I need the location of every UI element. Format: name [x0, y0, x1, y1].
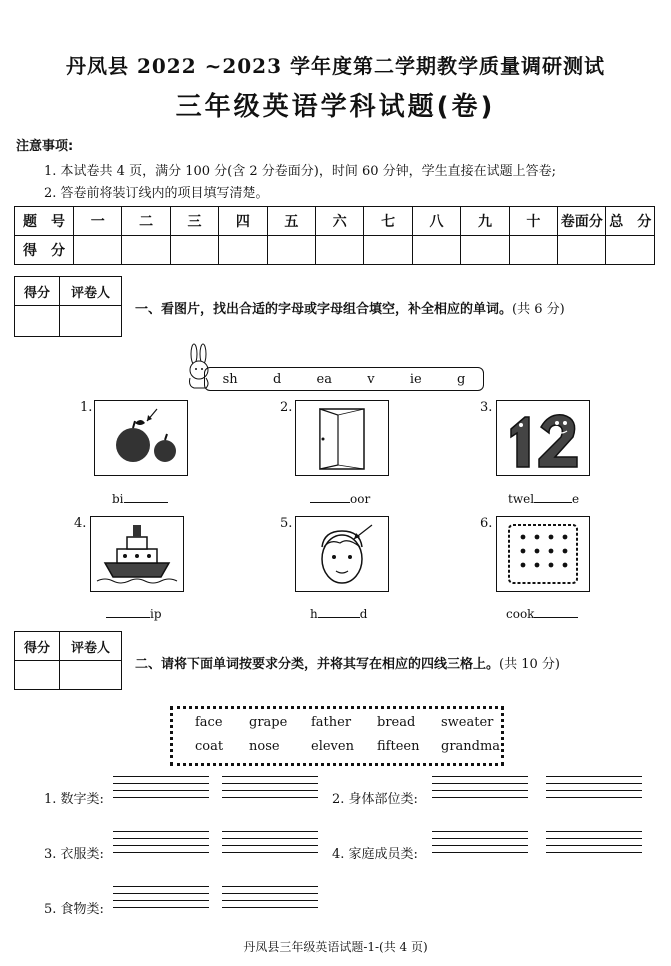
score-cell: 二 — [122, 207, 170, 236]
picture-frame-6 — [496, 516, 590, 592]
score-input-cell[interactable] — [606, 236, 655, 265]
section1-title — [135, 298, 565, 317]
word-bank — [170, 706, 504, 766]
writing-lines[interactable] — [222, 831, 318, 859]
item-number: 1. — [80, 400, 93, 415]
score-input-cell[interactable] — [316, 236, 364, 265]
score-input-cell[interactable] — [170, 236, 218, 265]
picture-frame-4 — [90, 516, 184, 592]
answer-4-suffix: ip — [150, 607, 162, 621]
item-number: 2. — [280, 400, 293, 415]
score-cell: 六 — [316, 207, 364, 236]
answer-1-prefix: bi — [112, 492, 124, 506]
answer-6 — [506, 607, 578, 621]
answer-3-prefix: twel — [508, 492, 535, 506]
grader-score-input[interactable] — [15, 661, 60, 690]
answer-4-blank[interactable] — [106, 607, 150, 618]
section2-points: (共 10 分) — [499, 657, 560, 672]
category-numbers: 1. 数字类: — [44, 792, 104, 807]
score-cell-label: 题 号 — [15, 207, 74, 236]
answer-3-blank[interactable] — [534, 492, 572, 503]
picture-frame-3 — [496, 400, 590, 476]
writing-lines[interactable] — [222, 776, 318, 804]
letter-option: sh — [222, 371, 238, 387]
apple-icon — [95, 401, 187, 475]
item-number: 6. — [480, 516, 493, 531]
answer-5-suffix: d — [359, 607, 368, 621]
word-bank-word: father — [311, 715, 352, 730]
score-input-cell[interactable] — [74, 236, 122, 265]
answer-1-blank[interactable] — [124, 492, 168, 503]
section2-title — [135, 653, 560, 672]
letter-option: v — [367, 371, 375, 387]
score-input-cell[interactable] — [122, 236, 170, 265]
note-1: 1. 本试卷共 4 页，满分 100 分(含 2 分卷面分)，时间 60 分钟，学生直接在试题上答卷; — [44, 164, 557, 179]
grader-score-label: 得分 — [15, 632, 60, 661]
face-icon — [296, 517, 388, 591]
notes-heading: 注意事项: — [16, 139, 74, 154]
score-cell: 九 — [461, 207, 509, 236]
item-number: 4. — [74, 516, 87, 531]
cookie-icon — [497, 517, 589, 591]
section2-title-text: 二、请将下面单词按要求分类，并将其写在相应的四线三格上。 — [135, 657, 500, 672]
item-number: 5. — [280, 516, 293, 531]
exam-title: 丹凤县 2022 ~2023 学年度第二学期教学质量调研测试 — [66, 54, 605, 78]
grader-name-input[interactable] — [60, 661, 122, 690]
answer-2-blank[interactable] — [310, 492, 350, 503]
answer-5-blank[interactable] — [318, 607, 360, 618]
picture-frame-5 — [295, 516, 389, 592]
grader-box-1 — [14, 276, 122, 337]
answer-4 — [106, 607, 162, 621]
category-family: 4. 家庭成员类: — [332, 847, 418, 862]
grader-score-input[interactable] — [15, 306, 60, 337]
score-table-header-row — [15, 207, 655, 236]
word-bank-word: grandma — [441, 739, 501, 754]
category-clothes: 3. 衣服类: — [44, 847, 104, 862]
answer-6-blank[interactable] — [534, 607, 578, 618]
score-cell: 八 — [412, 207, 460, 236]
grader-score-label: 得分 — [15, 277, 60, 306]
word-bank-word: fifteen — [377, 739, 420, 754]
letter-option: d — [272, 371, 282, 387]
exam-subtitle: 三年级英语学科试题(卷) — [175, 92, 496, 122]
ship-icon — [91, 517, 183, 591]
writing-lines[interactable] — [113, 831, 209, 859]
score-input-cell[interactable] — [461, 236, 509, 265]
grader-box-2 — [14, 631, 122, 690]
word-bank-word: sweater — [441, 715, 494, 730]
score-input-cell[interactable] — [558, 236, 606, 265]
word-bank-word: grape — [249, 715, 288, 730]
letter-option: g — [457, 371, 466, 387]
score-input-cell[interactable] — [412, 236, 460, 265]
answer-3 — [508, 492, 579, 506]
picture-frame-2 — [295, 400, 389, 476]
score-cell: 五 — [267, 207, 315, 236]
answer-1 — [112, 492, 168, 506]
word-bank-word: nose — [249, 739, 280, 754]
section1-title-text: 一、看图片，找出合适的字母或字母组合填空，补全相应的单词。 — [135, 302, 513, 317]
writing-lines[interactable] — [113, 776, 209, 804]
score-cell: 七 — [364, 207, 412, 236]
answer-5-prefix: h — [310, 607, 318, 621]
word-bank-word: face — [195, 715, 223, 730]
word-bank-word: eleven — [311, 739, 354, 754]
item-number: 3. — [480, 400, 493, 415]
score-table-score-row — [15, 236, 655, 265]
answer-5 — [310, 607, 367, 621]
answer-2-suffix: oor — [350, 492, 371, 506]
word-bank-word: coat — [195, 739, 224, 754]
score-cell: 总 分 — [606, 207, 655, 236]
writing-lines[interactable] — [432, 776, 528, 804]
category-body-parts: 2. 身体部位类: — [332, 792, 418, 807]
writing-lines[interactable] — [432, 831, 528, 859]
score-input-cell[interactable] — [509, 236, 557, 265]
number-twelve-icon — [497, 401, 589, 475]
writing-lines[interactable] — [222, 886, 318, 914]
answer-6-prefix: cook — [506, 607, 535, 621]
grader-name-label: 评卷人 — [60, 632, 122, 661]
letter-option: ea — [316, 371, 332, 387]
door-icon — [296, 401, 388, 475]
category-food: 5. 食物类: — [44, 902, 104, 917]
writing-lines[interactable] — [546, 831, 642, 859]
writing-lines[interactable] — [546, 776, 642, 804]
score-cell: 十 — [509, 207, 557, 236]
score-input-cell[interactable] — [364, 236, 412, 265]
note-2: 2. 答卷前将装订线内的项目填写清楚。 — [44, 186, 269, 201]
score-input-cell[interactable] — [219, 236, 267, 265]
answer-2 — [310, 492, 370, 506]
letter-options-bar — [204, 367, 484, 391]
grader-name-input[interactable] — [60, 306, 122, 337]
picture-frame-1 — [94, 400, 188, 476]
answer-3-suffix: e — [572, 492, 580, 506]
score-cell: 卷面分 — [558, 207, 606, 236]
score-table — [14, 206, 655, 265]
score-cell: 四 — [219, 207, 267, 236]
score-cell: 一 — [74, 207, 122, 236]
section1-points: (共 6 分) — [512, 302, 565, 317]
word-bank-word: bread — [377, 715, 416, 730]
letter-option: ie — [409, 371, 422, 387]
page-footer: 丹凤县三年级英语试题-1-(共 4 页) — [243, 940, 428, 954]
score-cell: 三 — [170, 207, 218, 236]
grader-name-label: 评卷人 — [60, 277, 122, 306]
writing-lines[interactable] — [113, 886, 209, 914]
score-row-label: 得 分 — [15, 236, 74, 265]
score-input-cell[interactable] — [267, 236, 315, 265]
